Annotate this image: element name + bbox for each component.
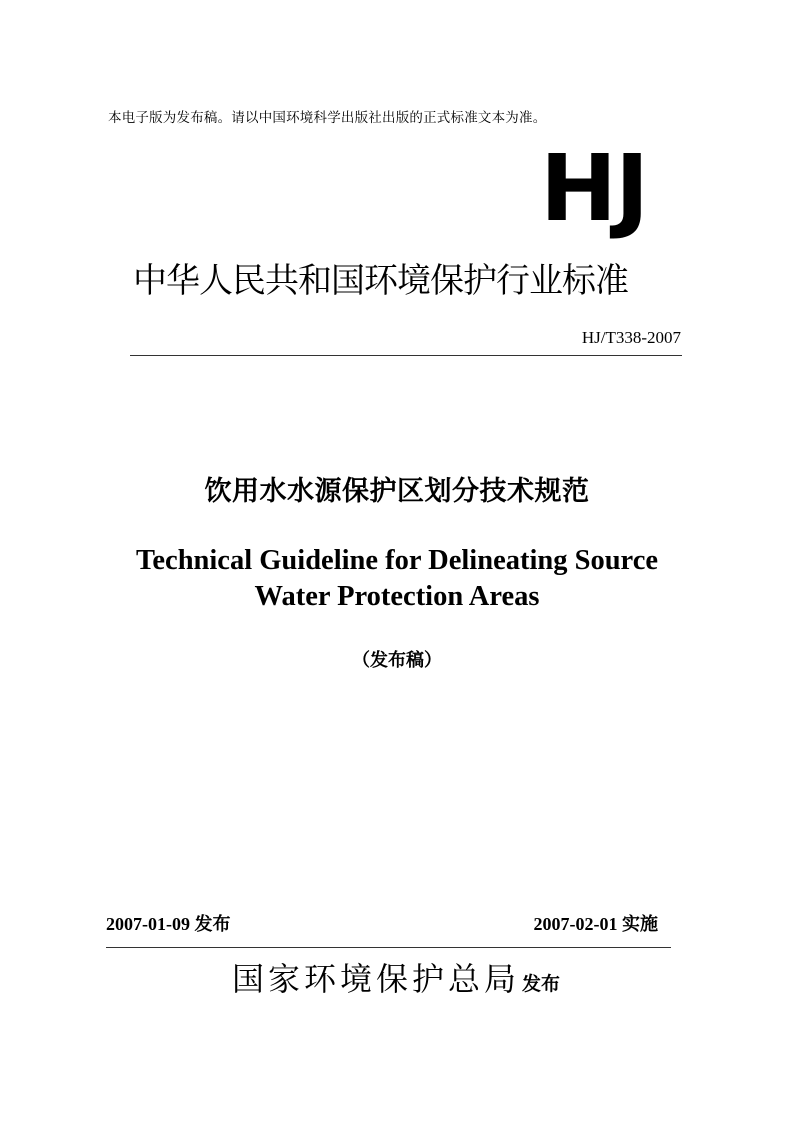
english-title-line-1: Technical Guideline for Delineating Source (136, 545, 658, 576)
hj-logo: HJ (540, 135, 648, 242)
issue-date: 2007-01-09 (106, 914, 190, 934)
draft-label: （发布稿） (352, 650, 442, 671)
chinese-title: 饮用水水源保护区划分技术规范 (204, 476, 590, 507)
publisher-suffix: 发布 (522, 973, 561, 995)
issue-date-block (106, 910, 231, 936)
implement-label: 实施 (622, 914, 658, 935)
header-divider (130, 355, 682, 356)
footer-divider (106, 947, 671, 948)
publisher-block (232, 960, 560, 998)
implement-date: 2007-02-01 (533, 914, 618, 934)
standard-number: HJ/T338-2007 (581, 328, 681, 347)
standard-category-title: 中华人民共和国环境保护行业标准 (133, 261, 628, 301)
issue-label: 发布 (194, 914, 231, 935)
implement-date-block (534, 910, 659, 936)
notice-text: 本电子版为发布稿。请以中国环境科学出版社出版的正式标准文本为准。 (108, 110, 547, 126)
english-title-line-2: Water Protection Areas (254, 581, 540, 612)
publisher-name: 国家环境保护总局 (232, 960, 521, 998)
